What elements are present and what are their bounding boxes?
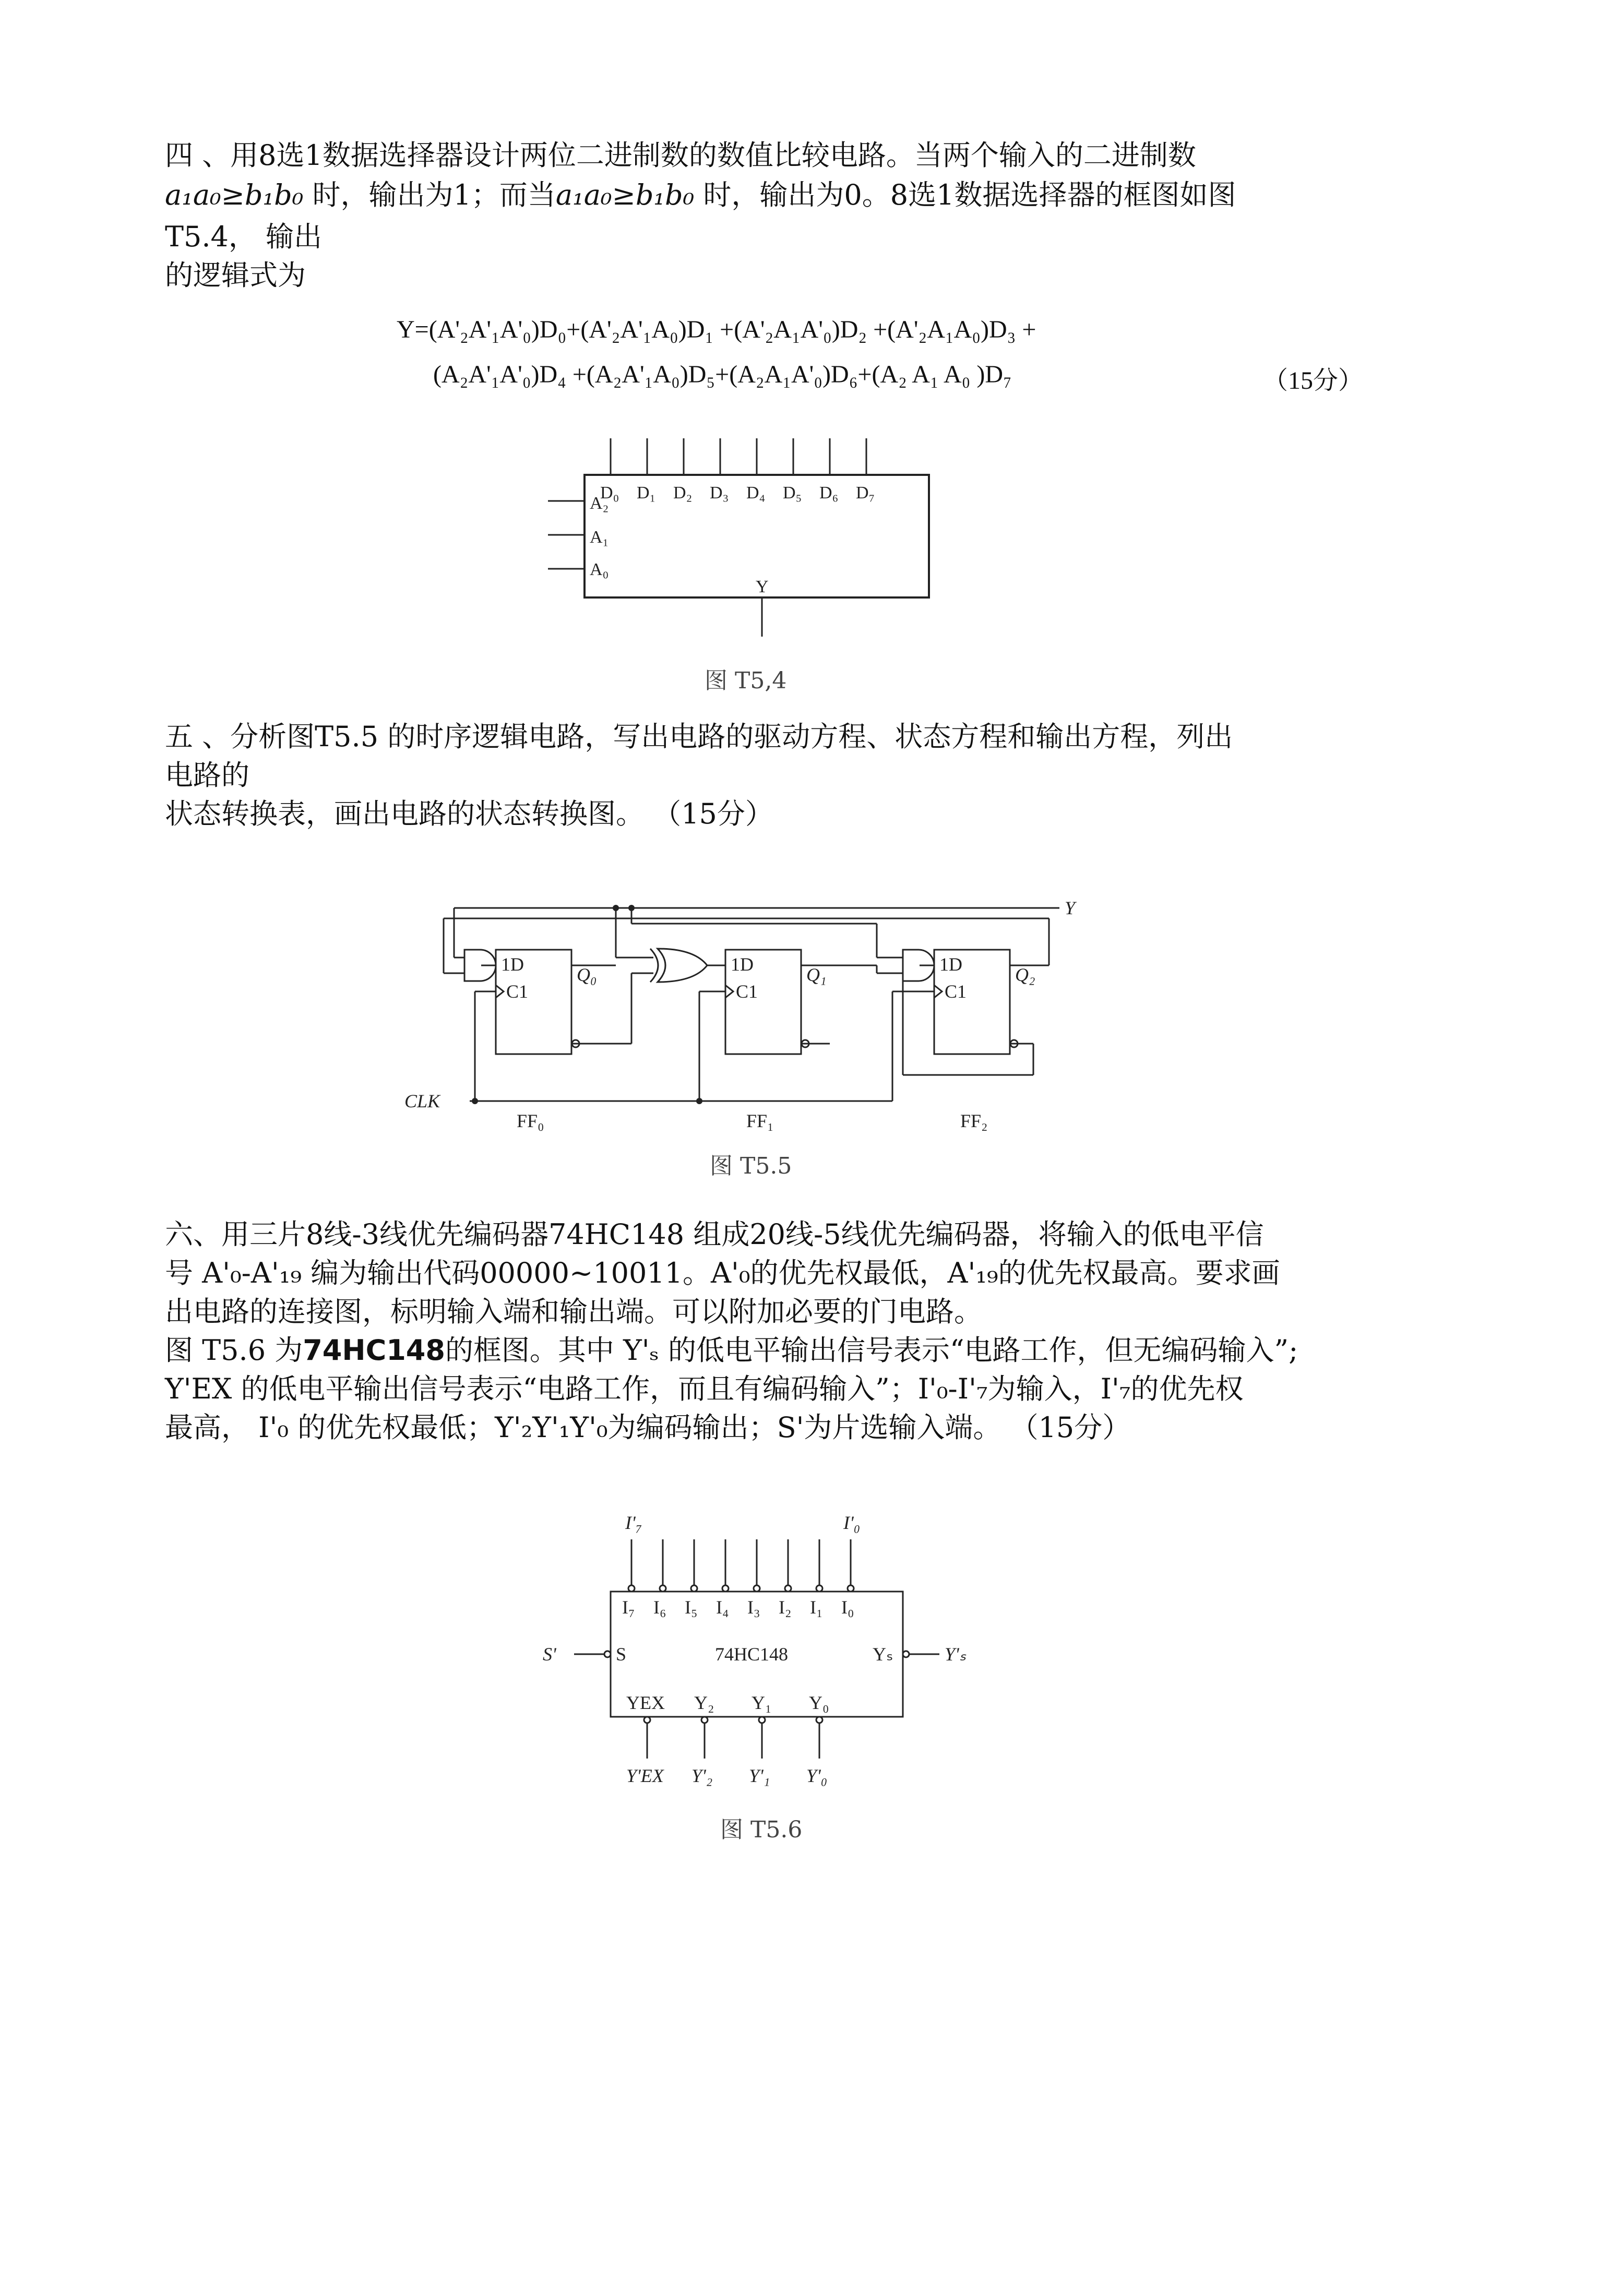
s-prime-label: S' (543, 1644, 556, 1665)
clk-label: CLK (404, 1091, 440, 1111)
i0-prime-label: I'₀ (843, 1512, 861, 1533)
mux-diagram (543, 433, 950, 652)
ys-prime-label: Y'ₛ (945, 1644, 967, 1665)
q6-line-5: Y'EX 的低电平输出信号表示“电路工作，而且有编码输入”；I'₀-I'₇为输入，I'₇的优先权 (165, 1372, 1244, 1405)
fig-t55-caption: 图 T5.5 (710, 1153, 792, 1179)
q4-line-3: T5.4， 输出 (165, 220, 323, 253)
ff2-d-label: 1D (939, 954, 962, 975)
encoder-74hc148-diagram (532, 1498, 1002, 1811)
q6-line-2: 号 A'₀-A'₁₉ 编为输出代码00000~10011。A'₀的优先权最低，A'₁₉的优先权最高。要求画 (165, 1257, 1280, 1289)
xor-gate (658, 949, 707, 982)
q0-label: Q₀ (577, 964, 597, 985)
q4-formula-2: (A₂A'₁A'₀)D₄ +(A₂A'₁A₀)D₅+(A₂A₁A'₀)D₆+(A₂ A₁ A₀ )D₇ (433, 361, 1012, 388)
output-y-label: Y (1065, 898, 1076, 918)
q4-line-1: 四 、用8选1数据选择器设计两位二进制数的数值比较电路。当两个输入的二进制数 (165, 139, 1196, 172)
mux-a0-label: A₀ (590, 560, 609, 579)
q4-text-2b: 时，输出为1；而当 (303, 178, 556, 211)
q5-line-2: 电路的 (165, 759, 249, 792)
pin-i6: I₆ (653, 1597, 666, 1618)
mux-d6-label: D₆ (819, 483, 839, 503)
pin-y2: Y₂ (694, 1692, 714, 1713)
mux-a2-label: A₂ (590, 494, 609, 513)
q6-line-4 (165, 1332, 1298, 1369)
q6-line-1: 六、用三片8线-3线优先编码器74HC148 组成20线-5线优先编码器，将输入的低电平信 (165, 1218, 1264, 1251)
pin-i7: I₇ (622, 1597, 635, 1618)
pin-i5: I₅ (685, 1597, 698, 1618)
ff2-c-label: C1 (945, 981, 967, 1002)
pin-y0: Y₀ (809, 1692, 829, 1713)
mux-y-label: Y (756, 577, 769, 596)
pin-ys: Yₛ (873, 1644, 893, 1665)
fig-t54-caption: 图 T5,4 (705, 667, 787, 694)
mux-d4-label: D₄ (746, 483, 766, 503)
pin-yex: YEX (626, 1692, 665, 1713)
ff0-label: FF₀ (517, 1110, 544, 1131)
q6-line-3: 出电路的连接图，标明输入端和输出端。可以附加必要的门电路。 (165, 1295, 982, 1328)
q2-label: Q₂ (1015, 964, 1035, 985)
ff0-c-label: C1 (506, 981, 529, 1002)
yex-prime-label: Y'EX (626, 1765, 664, 1786)
ff0-d-label: 1D (501, 954, 524, 975)
sequential-circuit-diagram (360, 845, 1132, 1185)
pin-i3: I₃ (747, 1597, 760, 1618)
mux-d7-label: D₇ (856, 483, 875, 503)
q4-cond-1: a₁a₀≥b₁b₀ (165, 178, 304, 211)
i7-prime-label: I'₇ (625, 1512, 642, 1533)
mux-a1-label: A₁ (590, 528, 609, 547)
q6-text-4c: 的框图。其中 Y'ₛ 的低电平输出信号表示“电路工作，但无编码输入”; (445, 1334, 1298, 1367)
mux-d2-label: D₂ (673, 483, 693, 503)
pin-i4: I₄ (716, 1597, 729, 1618)
ff1-label: FF₁ (746, 1110, 774, 1131)
q6-line-6: 最高， I'₀ 的优先权最低；Y'₂Y'₁Y'₀为编码输出；S'为片选输入端。 （15分） (165, 1411, 1131, 1444)
mux-d1-label: D₁ (637, 483, 656, 503)
pin-i2: I₂ (779, 1597, 792, 1618)
q4-formula-1: Y=(A'₂A'₁A'₀)D₀+(A'₂A'₁A₀)D₁ +(A'₂A₁A'₀)D₂ +(A'₂A₁A₀)D₃ + (397, 316, 1036, 343)
y1-prime-label: Y'₁ (749, 1765, 770, 1786)
pin-y1: Y₁ (752, 1692, 772, 1713)
mux-d0-label: D₀ (600, 483, 619, 503)
ff1-c-label: C1 (736, 981, 758, 1002)
mux-d3-label: D₃ (710, 483, 729, 503)
q4-line-4: 的逻辑式为 (165, 259, 306, 292)
ff1-d-label: 1D (731, 954, 754, 975)
pin-i1: I₁ (810, 1597, 823, 1618)
q6-text-4a: 图 T5.6 为 (165, 1334, 303, 1367)
mux-d5-label: D₅ (783, 483, 802, 503)
q4-score: （15分） (1263, 367, 1364, 394)
q4-cond-2: a₁a₀≥b₁b₀ (555, 178, 695, 211)
q4-text-2d: 时，输出为0。8选1数据选择器的框图如图 (694, 178, 1236, 211)
q5-line-3: 状态转换表，画出电路的状态转换图。 （15分） (165, 797, 773, 830)
ff2-label: FF₂ (960, 1110, 988, 1131)
y2-prime-label: Y'₂ (691, 1765, 713, 1786)
q4-line-2 (165, 176, 1236, 214)
y0-prime-label: Y'₀ (806, 1765, 828, 1786)
chip-name-label: 74HC148 (715, 1644, 789, 1665)
pin-s: S (616, 1644, 627, 1665)
fig-t56-caption: 图 T5.6 (720, 1816, 803, 1843)
pin-i0: I₀ (841, 1597, 854, 1618)
q5-line-1: 五 、分析图T5.5 的时序逻辑电路，写出电路的驱动方程、状态方程和输出方程，列出 (165, 720, 1233, 753)
q1-label: Q₁ (806, 964, 827, 985)
q6-chip-name: 74HC148 (303, 1334, 445, 1367)
